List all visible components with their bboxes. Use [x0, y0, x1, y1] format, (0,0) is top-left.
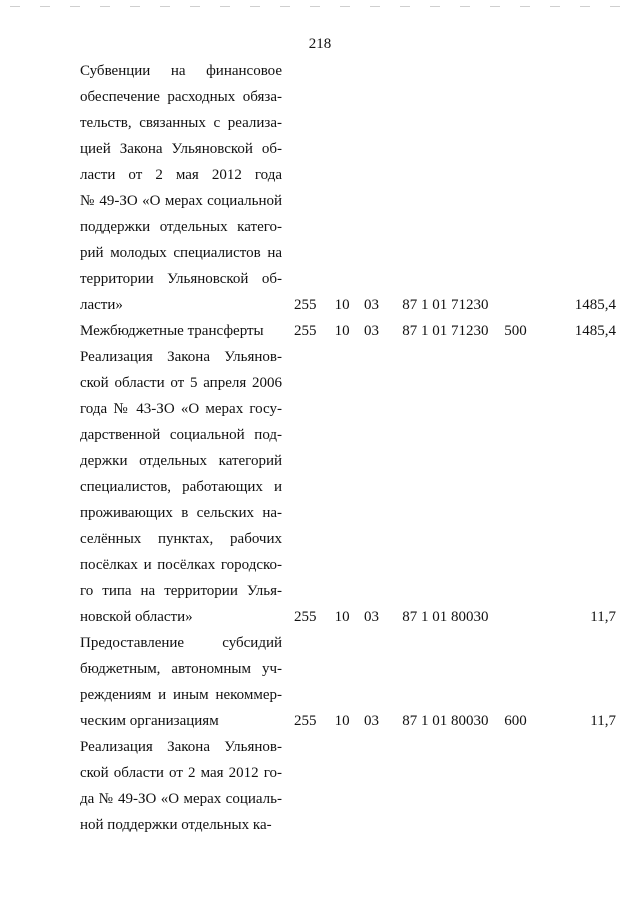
- row-description: [80, 734, 282, 838]
- description-line: проживающих в сельских на-: [80, 505, 283, 521]
- description-line: ласти»: [80, 297, 123, 313]
- amount: 11,7: [590, 609, 616, 625]
- expense-type-code: 500: [504, 323, 527, 339]
- target-article-code: 87 1 01 80030: [402, 713, 489, 729]
- description-line: Субвенции на финансовое: [80, 63, 283, 79]
- description-line: Предоставление субсидий: [80, 635, 283, 651]
- row-description: [80, 344, 282, 630]
- description-line: посёлках и посёлках городско-: [80, 557, 283, 573]
- ministry-code: 255: [294, 323, 317, 339]
- amount: 1485,4: [574, 297, 616, 313]
- description-line: селённых пунктах, рабочих: [80, 531, 283, 547]
- description-line: цией Закона Ульяновской об-: [80, 141, 283, 157]
- description-line: го типа на территории Улья-: [80, 583, 283, 599]
- amount: 11,7: [590, 713, 616, 729]
- table-row: [80, 344, 616, 630]
- ministry-code: 255: [294, 713, 317, 729]
- description-line: поддержки отдельных катего-: [80, 219, 283, 235]
- budget-table: [80, 58, 616, 838]
- description-line: ной поддержки отдельных ка-: [80, 817, 272, 833]
- description-line: дарственной социальной под-: [80, 427, 283, 443]
- description-line: ской области от 5 апреля 2006: [80, 375, 283, 391]
- description-line: ласти от 2 мая 2012 года: [80, 167, 283, 183]
- section-code: 10: [334, 323, 350, 339]
- row-description: [80, 630, 282, 734]
- description-line: ческим организациям: [80, 713, 219, 729]
- description-line: да № 49-ЗО «О мерах социаль-: [80, 791, 283, 807]
- description-line: Реализация Закона Ульянов-: [80, 739, 283, 755]
- description-line: Реализация Закона Ульянов-: [80, 349, 283, 365]
- description-line: года № 43-ЗО «О мерах госу-: [80, 401, 283, 417]
- description-line: держки отдельных категорий: [80, 453, 283, 469]
- description-line: обеспечение расходных обяза-: [80, 89, 283, 105]
- page-number: 218: [308, 36, 332, 52]
- description-line: реждениям и иным некоммер-: [80, 687, 283, 703]
- description-line: территории Ульяновской об-: [80, 271, 283, 287]
- expense-type-code: 600: [504, 713, 527, 729]
- table-row: [80, 734, 616, 838]
- section-code: 10: [334, 713, 350, 729]
- description-line: № 49-ЗО «О мерах социальной: [80, 193, 283, 209]
- subsection-code: 03: [363, 609, 379, 625]
- row-description: [80, 58, 282, 318]
- description-line: бюджетным, автономным уч-: [80, 661, 283, 677]
- section-code: 10: [334, 297, 350, 313]
- scan-artifact-line: [10, 6, 630, 7]
- subsection-code: 03: [363, 323, 379, 339]
- section-code: 10: [334, 609, 350, 625]
- target-article-code: 87 1 01 71230: [402, 323, 489, 339]
- table-row: [80, 630, 616, 734]
- target-article-code: 87 1 01 71230: [402, 297, 489, 313]
- description-line: новской области»: [80, 609, 193, 625]
- description-line: рий молодых специалистов на: [80, 245, 283, 261]
- description-line: специалистов, работающих и: [80, 479, 283, 495]
- subsection-code: 03: [363, 297, 379, 313]
- row-description: [80, 318, 282, 344]
- ministry-code: 255: [294, 609, 317, 625]
- table-row: [80, 58, 616, 318]
- table-row: [80, 318, 616, 344]
- description-line: ской области от 2 мая 2012 го-: [80, 765, 283, 781]
- description-line: тельств, связанных с реализа-: [80, 115, 283, 131]
- description-line: Межбюджетные трансферты: [80, 323, 264, 339]
- target-article-code: 87 1 01 80030: [402, 609, 489, 625]
- amount: 1485,4: [574, 323, 616, 339]
- subsection-code: 03: [363, 713, 379, 729]
- ministry-code: 255: [294, 297, 317, 313]
